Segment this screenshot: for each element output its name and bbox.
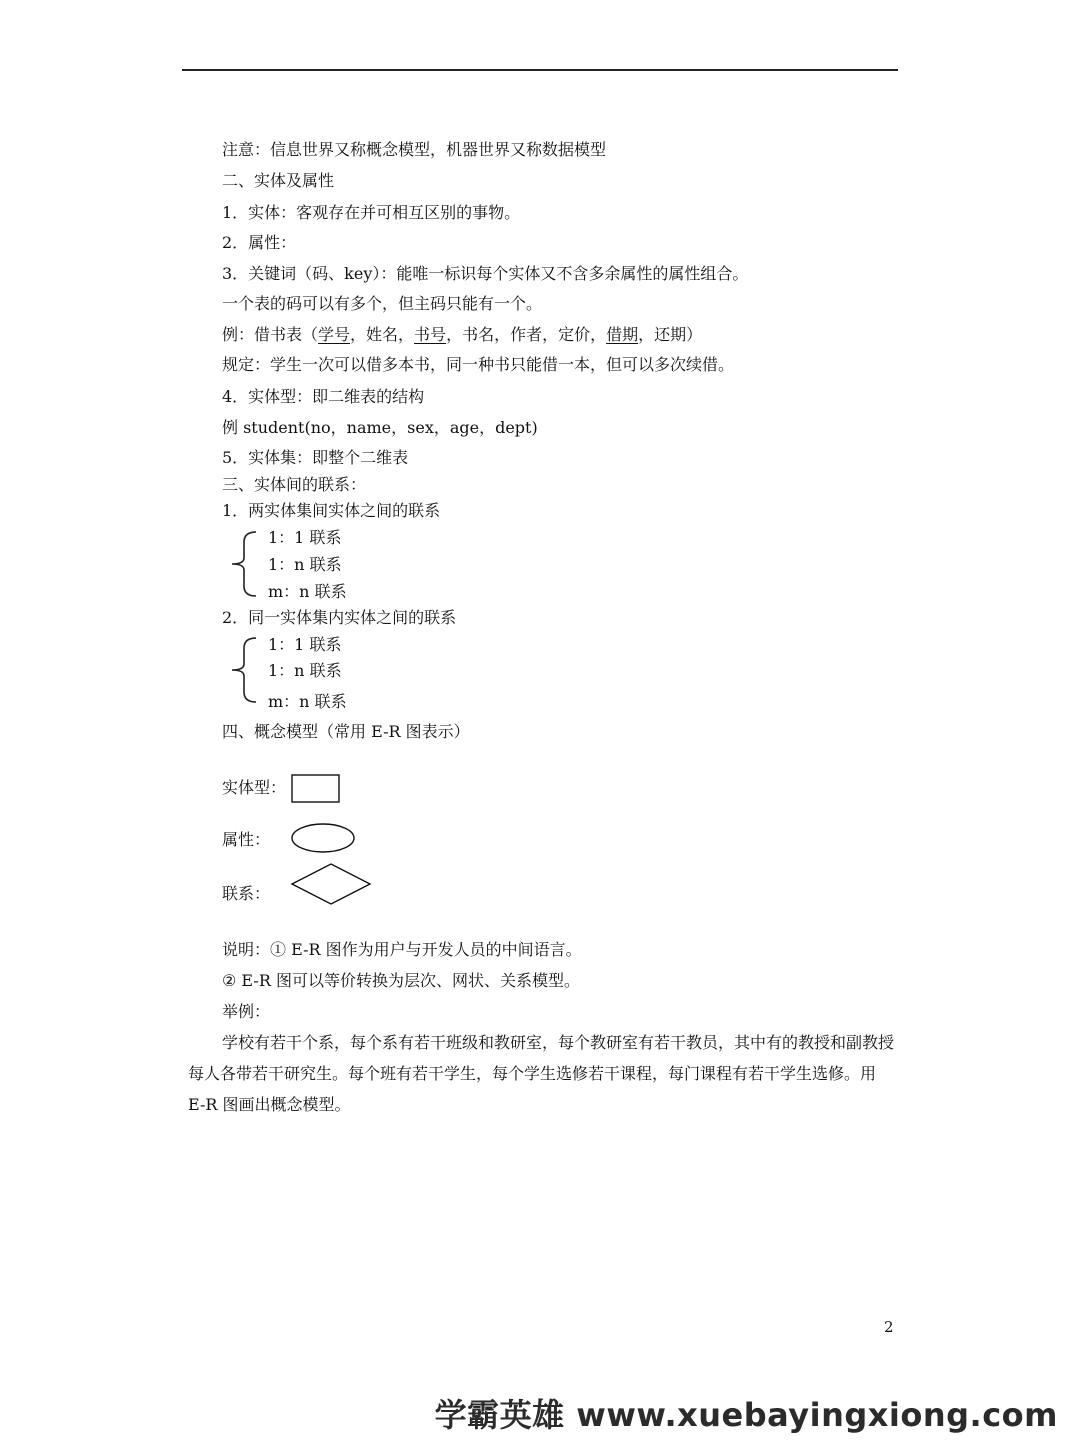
borrow-table-example <box>222 325 702 345</box>
explanation-1: 说明：① E-R 图作为用户与开发人员的中间语言。 <box>222 940 582 959</box>
entity-type-definition: 4．实体型：即二维表的结构 <box>222 387 425 406</box>
example-sep-1: ，姓名， <box>350 325 415 344</box>
note-line: 注意：信息世界又称概念模型，机器世界又称数据模型 <box>222 140 607 159</box>
legend-attribute-label: 属性： <box>222 830 271 849</box>
example-label: 举例： <box>222 1002 271 1021</box>
group-2-brace <box>226 636 258 704</box>
header-rule <box>182 69 898 71</box>
entity-type-example: 例 student(no，name，sex，age，dept) <box>222 418 538 437</box>
group-1-title: 1．两实体集间实体之间的联系 <box>222 501 441 520</box>
page-number: 2 <box>884 1318 894 1336</box>
entity-rectangle-symbol <box>291 774 341 804</box>
group-1-item-2: 1：n 联系 <box>268 555 342 574</box>
group-2-title: 2．同一实体集内实体之间的联系 <box>222 608 457 627</box>
key-book-id: 书号 <box>414 325 447 344</box>
entity-definition: 1．实体：客观存在并可相互区别的事物。 <box>222 203 521 222</box>
attribute-ellipse-symbol <box>290 822 356 854</box>
explanation-2: ② E-R 图可以等价转换为层次、网状、关系模型。 <box>222 971 580 990</box>
example-paragraph: 学校有若干个系，每个系有若干班级和教研室，每个教研室有若干教员，其中有的教授和副教授每人各带若干研究生。每个班有若干学生，每个学生选修若干课程，每门课程有若干学生选修。用 E-R 图画出概念模型。 <box>188 1033 895 1114</box>
key-note: 一个表的码可以有多个，但主码只能有一个。 <box>222 294 543 313</box>
legend-relation-label: 联系： <box>222 884 271 903</box>
section-4-title: 四、概念模型（常用 E-R 图表示） <box>222 722 470 741</box>
section-2-title: 二、实体及属性 <box>222 171 335 190</box>
group-2-item-2: 1：n 联系 <box>268 661 342 680</box>
legend-entity-label: 实体型： <box>222 778 287 797</box>
attribute-definition: 2．属性： <box>222 233 297 252</box>
group-1-item-3: m：n 联系 <box>268 582 347 601</box>
key-definition: 3．关键词（码、key）：能唯一标识每个实体又不含多余属性的属性组合。 <box>222 264 749 283</box>
example-prefix: 例：借书表（ <box>222 325 319 344</box>
group-1-brace <box>226 530 258 598</box>
borrow-rule: 规定：学生一次可以借多本书，同一种书只能借一本，但可以多次续借。 <box>222 355 735 374</box>
example-sep-2: ，书名，作者，定价， <box>446 325 607 344</box>
key-borrow-date: 借期 <box>606 325 639 344</box>
watermark: 学霸英雄 www.xuebayingxiong.com <box>434 1396 1058 1434</box>
section-3-title: 三、实体间的联系： <box>222 475 367 494</box>
group-2-item-1: 1：1 联系 <box>268 635 342 654</box>
key-student-id: 学号 <box>318 325 351 344</box>
group-2-item-3: m：n 联系 <box>268 692 347 711</box>
group-1-item-1: 1：1 联系 <box>268 528 342 547</box>
relation-diamond-symbol <box>290 862 372 906</box>
example-suffix: ，还期） <box>638 325 703 344</box>
entity-set-definition: 5．实体集：即整个二维表 <box>222 448 409 467</box>
